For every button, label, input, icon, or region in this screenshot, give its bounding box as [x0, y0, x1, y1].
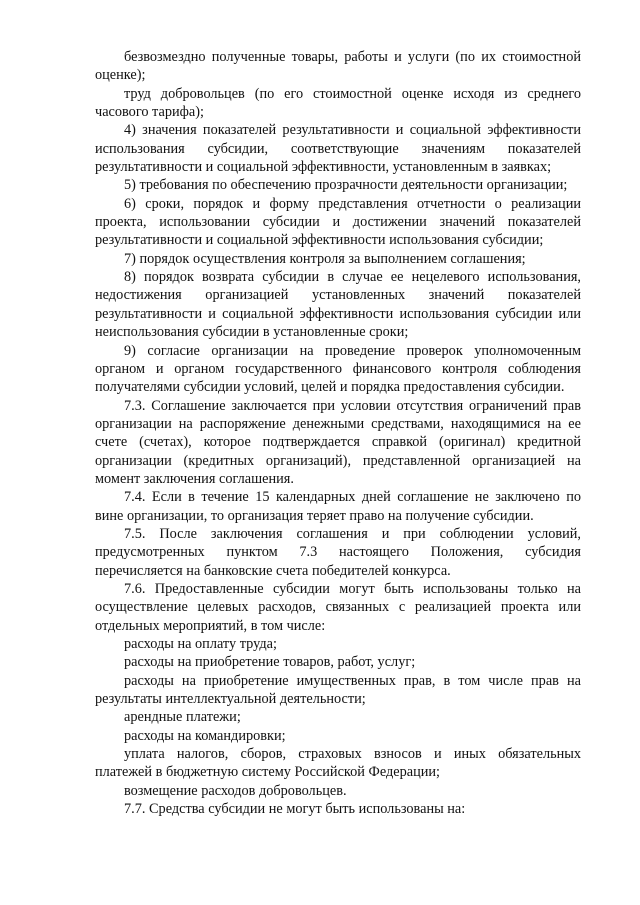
paragraph-7-6: 7.6. Предоставленные субсидии могут быть использованы только на осуществление целевых расходов, связанных с реализацией проекта или отдельных мероприятий, в том числе:: [95, 580, 581, 634]
paragraph-7-4: 7.4. Если в течение 15 календарных дней соглашение не заключено по вине организации, то организация теряет право на получение субсидии.: [95, 489, 581, 524]
paragraph-7-5: 7.5. После заключения соглашения и при соблюдении условий, предусмотренных пунктом 7.3 настоящего Положения, субсидия перечисляется на банковские счета победителей конкурса.: [95, 525, 581, 579]
paragraph-7-7: 7.7. Средства субсидии не могут быть использованы на:: [124, 801, 466, 818]
list-item-volunteer-costs: возмещение расходов добровольцев.: [124, 782, 347, 799]
paragraph-item-5-transparency: 5) требования по обеспечению прозрачности деятельности организации;: [124, 177, 568, 194]
list-item-property-rights: расходы на приобретение имущественных прав, в том числе прав на результаты интеллектуальной деятельности;: [95, 672, 581, 708]
paragraph-item-4-indicators: 4) значения показателей результативности и социальной эффективности использования субсидии, соответствующие значениям показателей результативности и социальной эффективности, установленным в заявках;: [95, 122, 581, 176]
list-item-payroll: расходы на оплату труда;: [124, 636, 277, 652]
paragraph-donated-goods: безвозмездно полученные товары, работы и услуги (по их стоимостной оценке);: [95, 49, 581, 84]
list-item-goods: расходы на приобретение товаров, работ, услуг;: [124, 654, 416, 671]
document-page: [95, 48, 581, 818]
paragraph-item-8-return: 8) порядок возврата субсидии в случае ее нецелевого использования, недостижения организацией установленных значений показателей результативности и социальной эффективности использования субсидии или неиспользования субсидии в установленные сроки;: [95, 269, 581, 341]
paragraph-volunteer-labor: труд добровольцев (по его стоимостной оценке исходя из среднего часового тарифа);: [95, 85, 581, 121]
list-item-taxes: уплата налогов, сборов, страховых взносов и иных обязательных платежей в бюджетную систему Российской Федерации;: [95, 746, 581, 781]
list-item-travel: расходы на командировки;: [124, 727, 286, 744]
paragraph-item-9-consent: 9) согласие организации на проведение проверок уполномоченным органом и органом государственного финансового контроля соблюдения получателями субсидии условий, целей и порядка предоставления субсидии.: [95, 342, 581, 396]
paragraph-item-7-control: 7) порядок осуществления контроля за выполнением соглашения;: [124, 250, 526, 267]
paragraph-item-6-reporting: 6) сроки, порядок и форму представления отчетности о реализации проекта, использовании субсидии и достижении значений показателей результативности и социальной эффективности использования субсидии;: [95, 195, 581, 249]
paragraph-7-3: 7.3. Соглашение заключается при условии отсутствия ограничений прав организации на распоряжение денежными средствами, находящимися на ее счете (счетах), которое подтверждается справкой (оригинал) кредитной организации (кредитных организаций), представленной организацией на момент заключения соглашения.: [95, 397, 581, 487]
list-item-rent: арендные платежи;: [124, 709, 241, 726]
